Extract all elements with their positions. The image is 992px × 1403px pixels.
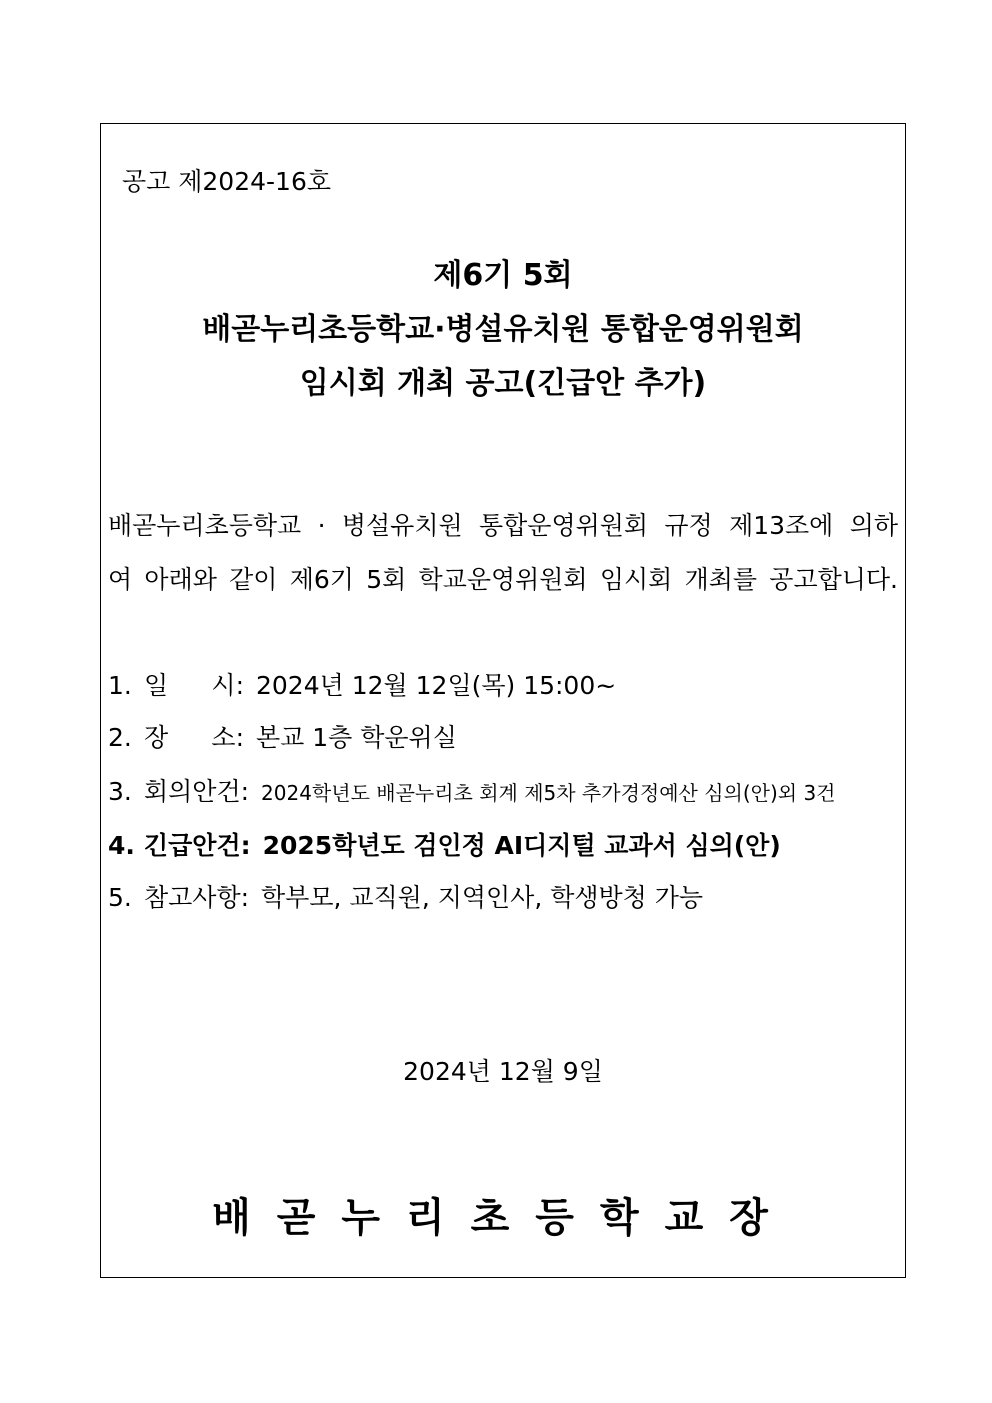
item-value: 2024년 12월 12일(목) 15:00~ [256, 671, 617, 700]
item-value: 본교 1층 학운위실 [256, 723, 457, 752]
item-label: 참고사항: [144, 883, 250, 912]
title-line-1: 제6기 5회 [433, 258, 573, 293]
item-number: 2. [108, 723, 132, 752]
list-item-agenda [108, 772, 836, 808]
item-label-part: 소: [211, 723, 244, 752]
item-label: 회의안건: [144, 777, 250, 806]
list-item-reference [108, 878, 703, 914]
item-value: 2025학년도 검인정 AI디지털 교과서 심의(안) [262, 831, 781, 860]
notice-number: 공고 제2024-16호 [122, 167, 332, 196]
list-item-urgent-agenda [108, 826, 781, 862]
principal-signature: 배곧누리초등학교장 [212, 1195, 794, 1241]
item-value: 2024학년도 배곧누리초 회계 제5차 추가경정예산 심의(안)외 3건 [261, 781, 836, 805]
item-number: 5. [108, 883, 132, 912]
item-number: 1. [108, 671, 132, 700]
notice-date: 2024년 12월 9일 [403, 1057, 603, 1086]
item-label-part: 장 [144, 723, 169, 752]
item-label-part: 시: [211, 671, 244, 700]
list-item-place [108, 718, 457, 754]
item-value: 학부모, 교직원, 지역인사, 학생방청 가능 [261, 883, 704, 912]
item-label-part: 일 [144, 671, 169, 700]
item-label: 긴급안건: [144, 831, 251, 860]
list-item-date [108, 666, 616, 702]
item-label [144, 718, 244, 754]
title-line-2: 배곧누리초등학교·병설유치원 통합운영위원회 [202, 312, 804, 347]
title-line-3: 임시회 개최 공고(긴급안 추가) [299, 366, 707, 401]
intro-line-2: 여 아래와 같이 제6기 5회 학교운영위원회 임시회 개최를 공고합니다. [108, 565, 898, 594]
intro-line-1: 배곧누리초등학교 · 병설유치원 통합운영위원회 규정 제13조에 의하 [108, 511, 898, 540]
item-number: 4. [108, 831, 135, 860]
item-number: 3. [108, 777, 132, 806]
item-label [144, 666, 244, 702]
